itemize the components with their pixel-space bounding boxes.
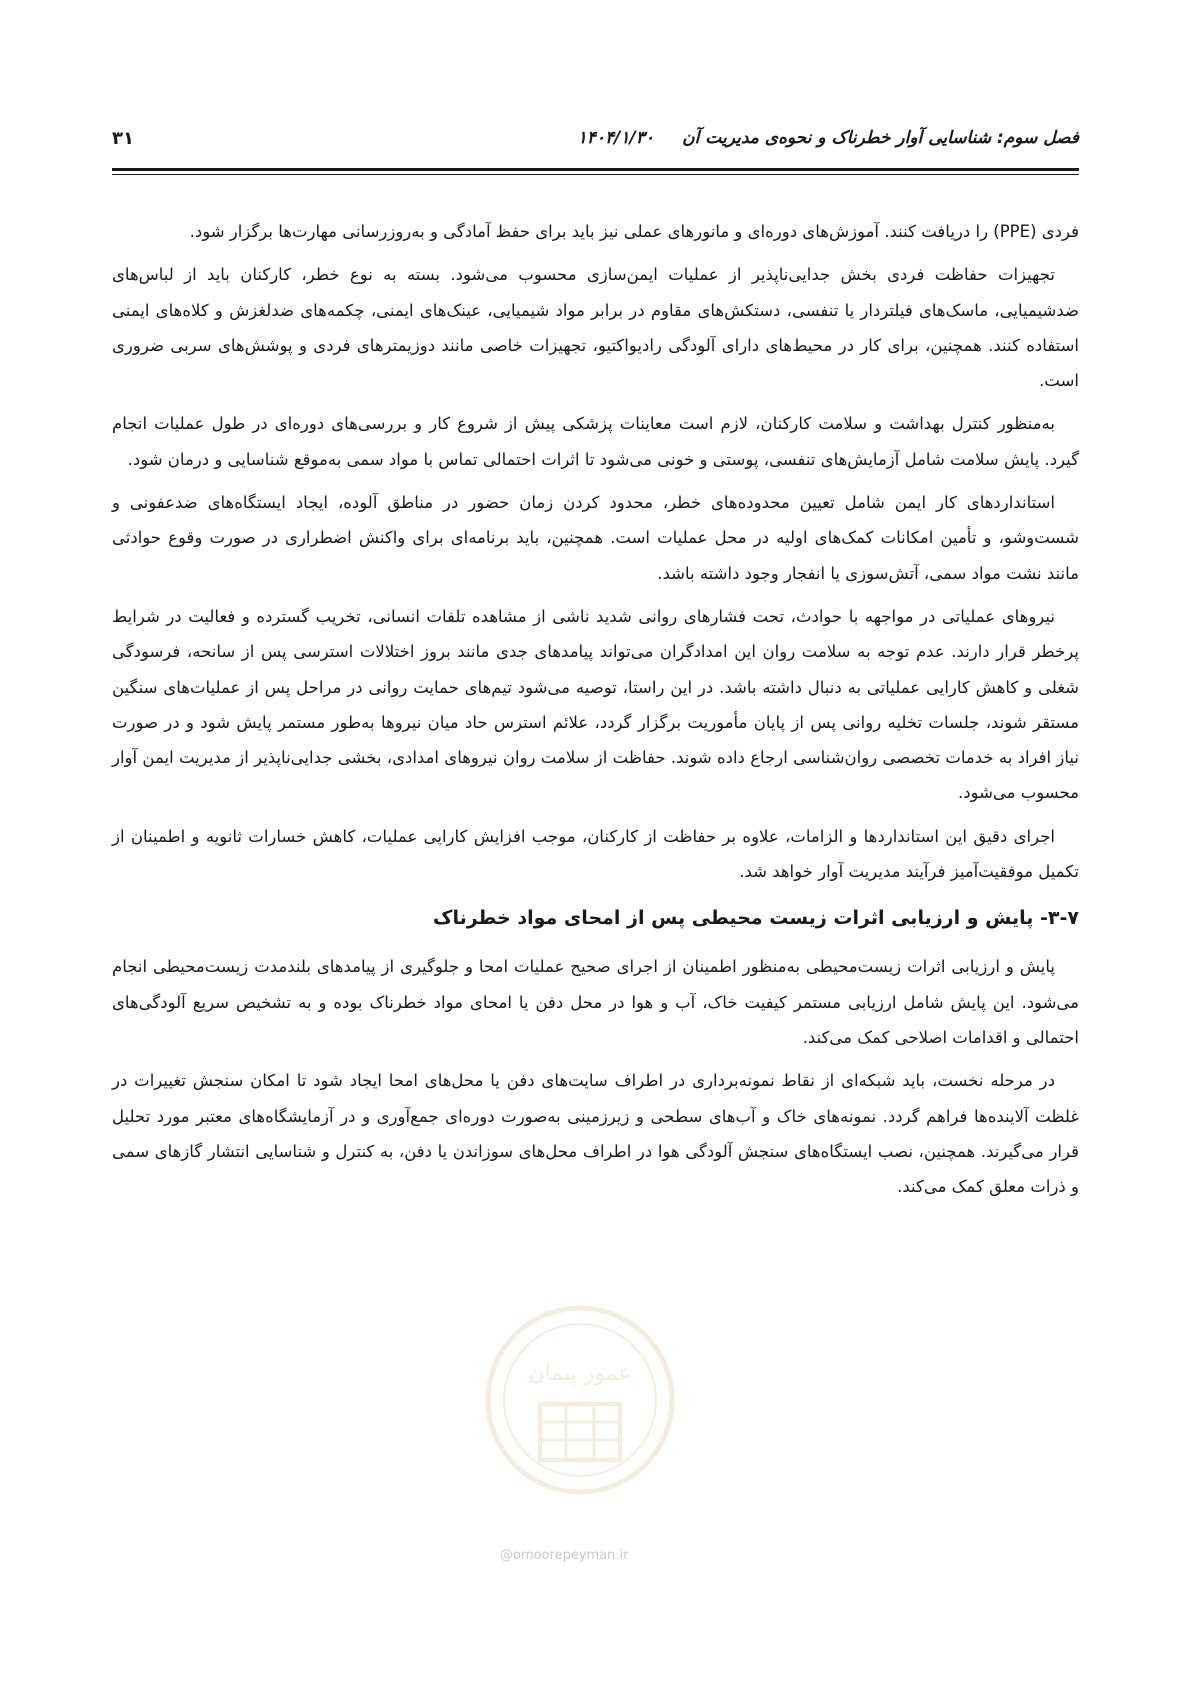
page-header [112,128,1079,162]
paragraph: استانداردهای کار ایمن شامل تعیین محدوده‌های خطر، محدود کردن زمان حضور در مناطق آلوده، ایجاد ایستگاه‌های ضدعفونی و شست‌وشو، و تأمین امکانات کمک‌های اولیه در محل عملیات است. همچنین، باید برنامه‌ای برای واکنش اضطراری در صورت وقوع حوادثی مانند نشت مواد سمی، آتش‌سوزی یا انفجار وجود داشته باشد. [112,493,1079,583]
paragraph: فردی (PPE) را دریافت کنند. آموزش‌های دوره‌ای و مانورهای عملی نیز باید برای حفظ آمادگی و به‌روزرسانی مهارت‌ها برگزار شود. [189,222,1079,241]
chapter-title: فصل سوم: شناسایی آوار خطرناک و نحوه‌ی مدیریت آن [682,128,1079,148]
watermark-seal-icon [480,1300,680,1500]
header-date: ۱۴۰۴/۱/۳۰ [577,128,654,148]
header-rule-thick [112,168,1079,171]
watermark-url: @omoorepeyman.ir [500,1548,629,1563]
page-body [112,214,1079,1212]
paragraph: نیروهای عملیاتی در مواجهه با حوادث، تحت فشارهای روانی شدید ناشی از مشاهده تلفات انسانی، تخریب گسترده و فعالیت در شرایط پرخطر قرار دارند. عدم توجه به سلامت روان این امدادگران می‌تواند پیامدهای جدی مانند بروز اختلالات استرسی پس از سانحه، فرسودگی شغلی و کاهش کارایی عملیاتی به دنبال داشته باشد. در این راستا، توصیه می‌شود تیم‌های حمایت روانی در مراحل پس از عملیات‌های سنگین مستقر شوند، جلسات تخلیه روانی پس از پایان مأموریت برگزار گردد، علائم استرس حاد میان نیروها به‌طور مستمر پایش شود و در صورت نیاز افراد به خدمات تخصصی روان‌شناسی ارجاع داده شوند. حفاظت از سلامت روان نیروهای امدادی، بخشی جدایی‌ناپذیر از مدیریت ایمن آوار محسوب می‌شود. [112,606,1079,803]
header-rule-thin [112,174,1079,175]
paragraph: پایش و ارزیابی اثرات زیست‌محیطی به‌منظور اطمینان از اجرای صحیح عملیات امحا و جلوگیری از پیامدهای بلندمدت زیست‌محیطی انجام می‌شود. این پایش شامل ارزیابی مستمر کیفیت خاک، آب و هوا در محل دفن یا امحای مواد خطرناک بوده و به تشخیص سریع آلودگی‌های احتمالی و اقدامات اصلاحی کمک می‌کند. [112,957,1079,1047]
paragraph: تجهیزات حفاظت فردی بخش جدایی‌ناپذیر از عملیات ایمن‌سازی محسوب می‌شود. بسته به نوع خطر، کارکنان باید از لباس‌های ضدشیمیایی، ماسک‌های فیلتردار یا تنفسی، دستکش‌های مقاوم در برابر مواد شیمیایی، عینک‌های ایمنی، چکمه‌های ضدلغزش و کلاه‌های ایمنی استفاده کنند. همچنین، برای کار در محیط‌های دارای آلودگی رادیواکتیو، تجهیزات خاصی مانند دوزیمترهای فردی و پوشش‌های سربی ضروری است. [112,265,1079,391]
paragraph: اجرای دقیق این استانداردها و الزامات، علاوه بر حفاظت از کارکنان، موجب افزایش کارایی عملیات، کاهش خسارات ثانویه و اطمینان از تکمیل موفقیت‌آمیز فرآیند مدیریت آوار خواهد شد. [112,826,1079,882]
paragraph: در مرحله نخست، باید شبکه‌ای از نقاط نمونه‌برداری در اطراف سایت‌های دفن یا محل‌های امحا ایجاد شود تا امکان سنجش تغییرات در غلظت آلاینده‌ها فراهم گردد. نمونه‌های خاک و آب‌های سطحی و زیرزمینی به‌صورت دوره‌ای جمع‌آوری و در آزمایشگاه‌های معتبر مورد تحلیل قرار می‌گیرند. همچنین، نصب ایستگاه‌های سنجش آلودگی هوا در اطراف محل‌های سوزاندن یا دفن، به کنترل و شناسایی انتشار گازهای سمی و ذرات معلق کمک می‌کند. [112,1071,1079,1197]
paragraph: به‌منظور کنترل بهداشت و سلامت کارکنان، لازم است معاینات پزشکی پیش از شروع کار و بررسی‌های دوره‌ای در طول عملیات انجام گیرد. پایش سلامت شامل آزمایش‌های تنفسی، پوستی و خونی می‌شود تا اثرات احتمالی تماس با مواد سمی به‌موقع شناسایی و درمان شود. [112,414,1079,469]
page-number: ۳۱ [112,128,134,149]
section-heading: ۳-۷- پایش و ارزیابی اثرات زیست محیطی پس از امحای مواد خطرناک [432,907,1079,930]
watermark-seal-text: عمور پیمان [528,1361,632,1386]
